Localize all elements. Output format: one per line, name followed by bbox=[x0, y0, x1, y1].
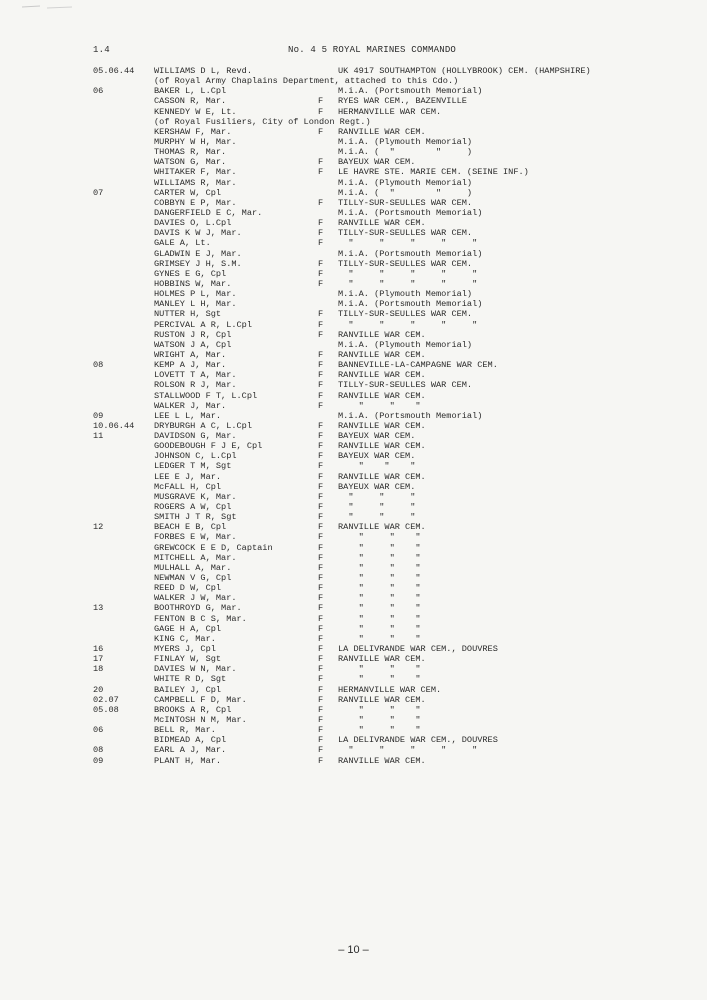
casualty-row bbox=[0, 320, 707, 330]
casualty-row bbox=[0, 167, 707, 177]
country-code: F bbox=[318, 583, 324, 594]
casualty-list bbox=[0, 66, 707, 766]
burial-place: RANVILLE WAR CEM. bbox=[338, 370, 426, 381]
casualty-row bbox=[0, 360, 707, 370]
casualty-name: KING C, Mar. bbox=[154, 633, 216, 644]
casualty-row bbox=[0, 249, 707, 259]
casualty-name: BAILEY J, Cpl bbox=[154, 684, 222, 695]
casualty-row bbox=[0, 198, 707, 208]
casualty-row bbox=[0, 401, 707, 411]
casualty-row bbox=[0, 218, 707, 228]
country-code: F bbox=[318, 360, 324, 371]
death-date: 09 bbox=[93, 410, 104, 421]
casualty-row bbox=[0, 137, 707, 147]
country-code: F bbox=[318, 329, 324, 340]
casualty-name: GALE A, Lt. bbox=[154, 238, 211, 249]
country-code: F bbox=[318, 552, 324, 563]
burial-place: M.i.A. (Plymouth Memorial) bbox=[338, 177, 473, 188]
burial-place: BAYEUX WAR CEM. bbox=[338, 451, 416, 462]
casualty-name: WHITE R D, Sgt bbox=[154, 674, 227, 685]
casualty-row bbox=[0, 238, 707, 248]
casualty-row bbox=[0, 482, 707, 492]
burial-place: M.i.A. (Plymouth Memorial) bbox=[338, 289, 473, 300]
burial-place: " " " bbox=[338, 715, 421, 725]
death-date: 10.06.44 bbox=[93, 420, 135, 431]
burial-place: RANVILLE WAR CEM. bbox=[338, 694, 426, 705]
burial-place: RANVILLE WAR CEM. bbox=[338, 471, 426, 482]
casualty-row bbox=[0, 411, 707, 421]
country-code: F bbox=[318, 471, 324, 482]
death-date: 20 bbox=[93, 684, 104, 695]
burial-place: BAYEUX WAR CEM. bbox=[338, 481, 416, 492]
country-code: F bbox=[318, 319, 324, 330]
burial-place: " " " bbox=[338, 491, 416, 502]
casualty-name: BAKER L, L.Cpl bbox=[154, 86, 227, 97]
casualty-name: CAMPBELL F D, Mar. bbox=[154, 694, 247, 705]
country-code: F bbox=[318, 461, 324, 472]
casualty-name: MULHALL A, Mar. bbox=[154, 562, 232, 573]
casualty-row bbox=[0, 157, 707, 167]
death-date: 06 bbox=[93, 86, 104, 97]
country-code: F bbox=[318, 157, 324, 168]
casualty-name: NUTTER H, Sgt bbox=[154, 309, 222, 320]
casualty-name: DAVIES W N, Mar. bbox=[154, 664, 237, 675]
casualty-row bbox=[0, 66, 707, 76]
casualty-row bbox=[0, 461, 707, 471]
continuation-line bbox=[0, 117, 707, 127]
casualty-row bbox=[0, 289, 707, 299]
casualty-row bbox=[0, 553, 707, 563]
burial-place: " " " bbox=[338, 603, 421, 614]
death-date: 11 bbox=[93, 431, 104, 442]
casualty-row bbox=[0, 208, 707, 218]
country-code: F bbox=[318, 390, 324, 401]
burial-place: TILLY-SUR-SEULLES WAR CEM. bbox=[338, 380, 473, 391]
casualty-row bbox=[0, 340, 707, 350]
casualty-name: COBBYN E P, Mar. bbox=[154, 197, 237, 208]
country-code: F bbox=[318, 106, 324, 117]
country-code: F bbox=[318, 431, 324, 442]
casualty-row bbox=[0, 107, 707, 117]
casualty-name: GRIMSEY J H, S.M. bbox=[154, 258, 242, 269]
casualty-name: CASSON R, Mar. bbox=[154, 96, 227, 107]
casualty-row bbox=[0, 634, 707, 644]
casualty-name: WHITAKER F, Mar. bbox=[154, 167, 237, 178]
casualty-row bbox=[0, 715, 707, 725]
casualty-name: GREWCOCK E E D, Captain bbox=[154, 542, 273, 553]
burial-place: " " " bbox=[338, 704, 421, 715]
burial-place: HERMANVILLE WAR CEM. bbox=[338, 106, 442, 117]
burial-place: " " " " " bbox=[338, 745, 478, 756]
burial-place: BANNEVILLE-LA-CAMPAGNE WAR CEM. bbox=[338, 360, 498, 371]
casualty-name: WATSON J A, Cpl bbox=[154, 339, 232, 350]
burial-place: " " " bbox=[338, 725, 421, 736]
country-code: F bbox=[318, 644, 324, 655]
burial-place: M.i.A. (Portsmouth Memorial) bbox=[338, 207, 483, 218]
casualty-row bbox=[0, 96, 707, 106]
casualty-row bbox=[0, 654, 707, 664]
casualty-row bbox=[0, 127, 707, 137]
casualty-row bbox=[0, 380, 707, 390]
burial-place: M.i.A. (Portsmouth Memorial) bbox=[338, 86, 483, 97]
casualty-name: WATSON G, Mar. bbox=[154, 157, 227, 168]
country-code: F bbox=[318, 502, 324, 513]
casualty-row bbox=[0, 522, 707, 532]
burial-place: RANVILLE WAR CEM. bbox=[338, 654, 426, 665]
casualty-row bbox=[0, 472, 707, 482]
burial-place: M.i.A. ( " " ) bbox=[338, 147, 473, 158]
burial-place: RANVILLE WAR CEM. bbox=[338, 522, 426, 533]
page-number: – 10 – bbox=[338, 944, 369, 956]
burial-place: RANVILLE WAR CEM. bbox=[338, 349, 426, 360]
burial-place: RYES WAR CEM., BAZENVILLE bbox=[338, 96, 467, 107]
country-code: F bbox=[318, 268, 324, 279]
casualty-row bbox=[0, 86, 707, 96]
casualty-row bbox=[0, 299, 707, 309]
casualty-name: WILLIAMS D L, Revd. bbox=[154, 66, 252, 76]
death-date: 13 bbox=[93, 603, 104, 614]
burial-place: " " " " " bbox=[338, 278, 478, 289]
burial-place: LA DELIVRANDE WAR CEM., DOUVRES bbox=[338, 735, 498, 746]
burial-place: " " " bbox=[338, 400, 421, 411]
burial-place: RANVILLE WAR CEM. bbox=[338, 755, 426, 766]
burial-place: BAYEUX WAR CEM. bbox=[338, 431, 416, 442]
casualty-row bbox=[0, 228, 707, 238]
casualty-row bbox=[0, 745, 707, 755]
casualty-row bbox=[0, 188, 707, 198]
casualty-name: MITCHELL A, Mar. bbox=[154, 552, 237, 563]
casualty-name: DANGERFIELD E C, Mar. bbox=[154, 207, 263, 218]
country-code: F bbox=[318, 481, 324, 492]
country-code: F bbox=[318, 451, 324, 462]
casualty-name: WRIGHT A, Mar. bbox=[154, 349, 227, 360]
casualty-name: GLADWIN E J, Mar. bbox=[154, 248, 242, 259]
casualty-name: ROLSON R J, Mar. bbox=[154, 380, 237, 391]
burial-place: " " " bbox=[338, 623, 421, 634]
death-date: 12 bbox=[93, 522, 104, 533]
death-date: 07 bbox=[93, 187, 104, 198]
burial-place: RANVILLE WAR CEM. bbox=[338, 218, 426, 229]
casualty-row bbox=[0, 391, 707, 401]
country-code: F bbox=[318, 238, 324, 249]
casualty-name: WALKER J W, Mar. bbox=[154, 593, 237, 604]
casualty-name: THOMAS R, Mar. bbox=[154, 147, 227, 158]
casualty-row bbox=[0, 685, 707, 695]
casualty-name: LEE L L, Mar. bbox=[154, 410, 222, 421]
casualty-name: REED D W, Cpl bbox=[154, 583, 222, 594]
casualty-name: MANLEY L H, Mar. bbox=[154, 299, 237, 310]
burial-place: " " " bbox=[338, 502, 416, 513]
burial-place: " " " bbox=[338, 664, 421, 675]
country-code: F bbox=[318, 664, 324, 675]
country-code: F bbox=[318, 603, 324, 614]
death-date: 05.08 bbox=[93, 704, 119, 715]
casualty-name: SMITH J T R, Sgt bbox=[154, 512, 237, 523]
casualty-name: DAVIS K W J, Mar. bbox=[154, 228, 242, 239]
country-code: F bbox=[318, 380, 324, 391]
country-code: F bbox=[318, 126, 324, 137]
country-code: F bbox=[318, 623, 324, 634]
casualty-row bbox=[0, 259, 707, 269]
burial-place: M.i.A. ( " " ) bbox=[338, 187, 473, 198]
burial-place: " " " bbox=[338, 552, 421, 563]
casualty-name: WALKER J, Mar. bbox=[154, 400, 227, 411]
casualty-name: FINLAY W, Sgt bbox=[154, 654, 222, 665]
casualty-row bbox=[0, 583, 707, 593]
death-date: 17 bbox=[93, 654, 104, 665]
country-code: F bbox=[318, 167, 324, 178]
country-code: F bbox=[318, 349, 324, 360]
burial-place: " " " bbox=[338, 542, 421, 553]
casualty-row bbox=[0, 147, 707, 157]
casualty-name: KEMP A J, Mar. bbox=[154, 360, 227, 371]
casualty-row bbox=[0, 431, 707, 441]
country-code: F bbox=[318, 562, 324, 573]
casualty-row bbox=[0, 350, 707, 360]
casualty-row bbox=[0, 705, 707, 715]
burial-place: RANVILLE WAR CEM. bbox=[338, 126, 426, 137]
death-date: 05.06.44 bbox=[93, 66, 135, 76]
casualty-row bbox=[0, 644, 707, 654]
casualty-row bbox=[0, 756, 707, 766]
burial-place: RANVILLE WAR CEM. bbox=[338, 390, 426, 401]
casualty-row bbox=[0, 178, 707, 188]
burial-place: " " " bbox=[338, 613, 421, 624]
casualty-name: DRYBURGH A C, L.Cpl bbox=[154, 420, 252, 431]
casualty-row bbox=[0, 735, 707, 745]
casualty-row bbox=[0, 512, 707, 522]
burial-place: TILLY-SUR-SEULLES WAR CEM. bbox=[338, 228, 473, 239]
burial-place: RANVILLE WAR CEM. bbox=[338, 420, 426, 431]
casualty-name: BROOKS A R, Cpl bbox=[154, 704, 232, 715]
casualty-name: JOHNSON C, L.Cpl bbox=[154, 451, 237, 462]
casualty-row bbox=[0, 725, 707, 735]
casualty-name: MURPHY W H, Mar. bbox=[154, 136, 237, 147]
country-code: F bbox=[318, 694, 324, 705]
burial-place: " " " " " bbox=[338, 319, 478, 330]
country-code: F bbox=[318, 725, 324, 736]
casualty-name: PERCIVAL A R, L.Cpl bbox=[154, 319, 252, 330]
casualty-name: FORBES E W, Mar. bbox=[154, 532, 237, 543]
burial-place: " " " bbox=[338, 674, 421, 685]
death-date: 02.07 bbox=[93, 694, 119, 705]
casualty-row bbox=[0, 664, 707, 674]
burial-place: LA DELIVRANDE WAR CEM., DOUVRES bbox=[338, 644, 498, 655]
burial-place: M.i.A. (Portsmouth Memorial) bbox=[338, 248, 483, 259]
country-code: F bbox=[318, 674, 324, 685]
burial-place: UK 4917 SOUTHAMPTON (HOLLYBROOK) CEM. (HAMPSHIRE) bbox=[338, 66, 591, 76]
casualty-name: LEE E J, Mar. bbox=[154, 471, 222, 482]
casualty-row bbox=[0, 370, 707, 380]
burial-place: " " " bbox=[338, 583, 421, 594]
note-text: (of Royal Army Chaplains Department, attached to this Cdo.) bbox=[154, 76, 459, 87]
casualty-row bbox=[0, 695, 707, 705]
page-heading: No. 4 5 ROYAL MARINES COMMANDO bbox=[288, 45, 457, 55]
scan-speck-mark bbox=[22, 4, 72, 10]
burial-place: " " " bbox=[338, 562, 421, 573]
country-code: F bbox=[318, 684, 324, 695]
casualty-row bbox=[0, 330, 707, 340]
burial-place: " " " bbox=[338, 633, 421, 644]
casualty-name: KERSHAW F, Mar. bbox=[154, 126, 232, 137]
casualty-name: NEWMAN V G, Cpl bbox=[154, 573, 232, 584]
casualty-name: MYERS J, Cpl bbox=[154, 644, 216, 655]
country-code: F bbox=[318, 735, 324, 746]
casualty-name: DAVIES O, L.Cpl bbox=[154, 218, 232, 229]
casualty-name: HOBBINS W, Mar. bbox=[154, 278, 232, 289]
country-code: F bbox=[318, 370, 324, 381]
country-code: F bbox=[318, 593, 324, 604]
country-code: F bbox=[318, 755, 324, 766]
burial-place: M.i.A. (Portsmouth Memorial) bbox=[338, 299, 483, 310]
casualty-row bbox=[0, 573, 707, 583]
burial-place: M.i.A. (Plymouth Memorial) bbox=[338, 136, 473, 147]
casualty-row bbox=[0, 502, 707, 512]
casualty-name: WILLIAMS R, Mar. bbox=[154, 177, 237, 188]
casualty-name: DAVIDSON G, Mar. bbox=[154, 431, 237, 442]
burial-place: TILLY-SUR-SEULLES WAR CEM. bbox=[338, 258, 473, 269]
burial-place: " " " bbox=[338, 512, 416, 523]
casualty-row bbox=[0, 543, 707, 553]
country-code: F bbox=[318, 218, 324, 229]
burial-place: " " " bbox=[338, 573, 421, 584]
casualty-name: GAGE H A, Cpl bbox=[154, 623, 222, 634]
death-date: 06 bbox=[93, 725, 104, 736]
country-code: F bbox=[318, 400, 324, 411]
continuation-line bbox=[0, 76, 707, 86]
burial-place: TILLY-SUR-SEULLES WAR CEM. bbox=[338, 309, 473, 320]
burial-place: " " " " " bbox=[338, 238, 478, 249]
casualty-name: BEACH E B, Cpl bbox=[154, 522, 227, 533]
casualty-name: KENNEDY W E, Lt. bbox=[154, 106, 237, 117]
burial-place: M.i.A. (Portsmouth Memorial) bbox=[338, 410, 483, 421]
death-date: 16 bbox=[93, 644, 104, 655]
burial-place: BAYEUX WAR CEM. bbox=[338, 157, 416, 168]
casualty-name: BIDMEAD A, Cpl bbox=[154, 735, 227, 746]
casualty-name: FENTON B C S, Mar. bbox=[154, 613, 247, 624]
country-code: F bbox=[318, 278, 324, 289]
country-code: F bbox=[318, 633, 324, 644]
country-code: F bbox=[318, 715, 324, 725]
casualty-row bbox=[0, 421, 707, 431]
death-date: 08 bbox=[93, 360, 104, 371]
casualty-name: LOVETT T A, Mar. bbox=[154, 370, 237, 381]
burial-place: M.i.A. (Plymouth Memorial) bbox=[338, 339, 473, 350]
casualty-name: ROGERS A W, Cpl bbox=[154, 502, 232, 513]
page-section-number: 1.4 bbox=[93, 45, 110, 55]
casualty-name: McFALL H, Cpl bbox=[154, 481, 222, 492]
note-text: (of Royal Fusiliers, City of London Regt.) bbox=[154, 116, 371, 127]
burial-place: TILLY-SUR-SEULLES WAR CEM. bbox=[338, 197, 473, 208]
country-code: F bbox=[318, 532, 324, 543]
casualty-name: BELL R, Mar. bbox=[154, 725, 216, 736]
casualty-name: GOODEBOUGH F J E, Cpl bbox=[154, 441, 263, 452]
casualty-name: LEDGER T M, Sgt bbox=[154, 461, 232, 472]
casualty-row bbox=[0, 269, 707, 279]
country-code: F bbox=[318, 573, 324, 584]
casualty-row bbox=[0, 451, 707, 461]
casualty-name: STALLWOOD F T, L.Cpl bbox=[154, 390, 258, 401]
casualty-name: BOOTHROYD G, Mar. bbox=[154, 603, 242, 614]
casualty-row bbox=[0, 441, 707, 451]
country-code: F bbox=[318, 309, 324, 320]
casualty-row bbox=[0, 532, 707, 542]
country-code: F bbox=[318, 491, 324, 502]
casualty-name: EARL A J, Mar. bbox=[154, 745, 227, 756]
casualty-name: PLANT H, Mar. bbox=[154, 755, 222, 766]
burial-place: " " " " " bbox=[338, 268, 478, 279]
casualty-row bbox=[0, 614, 707, 624]
country-code: F bbox=[318, 258, 324, 269]
country-code: F bbox=[318, 420, 324, 431]
burial-place: " " " bbox=[338, 532, 421, 543]
country-code: F bbox=[318, 704, 324, 715]
casualty-row bbox=[0, 624, 707, 634]
casualty-row bbox=[0, 674, 707, 684]
country-code: F bbox=[318, 542, 324, 553]
casualty-row bbox=[0, 492, 707, 502]
country-code: F bbox=[318, 745, 324, 756]
country-code: F bbox=[318, 197, 324, 208]
casualty-row bbox=[0, 603, 707, 613]
casualty-name: RUSTON J R, Cpl bbox=[154, 329, 232, 340]
casualty-name: MUSGRAVE K, Mar. bbox=[154, 491, 237, 502]
country-code: F bbox=[318, 613, 324, 624]
death-date: 08 bbox=[93, 745, 104, 756]
country-code: F bbox=[318, 522, 324, 533]
country-code: F bbox=[318, 96, 324, 107]
burial-place: LE HAVRE STE. MARIE CEM. (SEINE INF.) bbox=[338, 167, 529, 178]
casualty-name: McINTOSH N M, Mar. bbox=[154, 715, 247, 725]
casualty-name: CARTER W, Cpl bbox=[154, 187, 222, 198]
casualty-name: GYNES E G, Cpl bbox=[154, 268, 227, 279]
country-code: F bbox=[318, 654, 324, 665]
burial-place: RANVILLE WAR CEM. bbox=[338, 441, 426, 452]
casualty-name: HOLMES P L, Mar. bbox=[154, 289, 237, 300]
country-code: F bbox=[318, 441, 324, 452]
death-date: 09 bbox=[93, 755, 104, 766]
casualty-row bbox=[0, 309, 707, 319]
burial-place: RANVILLE WAR CEM. bbox=[338, 329, 426, 340]
death-date: 18 bbox=[93, 664, 104, 675]
casualty-row bbox=[0, 563, 707, 573]
casualty-row bbox=[0, 279, 707, 289]
burial-place: HERMANVILLE WAR CEM. bbox=[338, 684, 442, 695]
country-code: F bbox=[318, 512, 324, 523]
burial-place: " " " bbox=[338, 461, 416, 472]
casualty-row bbox=[0, 593, 707, 603]
burial-place: " " " bbox=[338, 593, 421, 604]
country-code: F bbox=[318, 228, 324, 239]
